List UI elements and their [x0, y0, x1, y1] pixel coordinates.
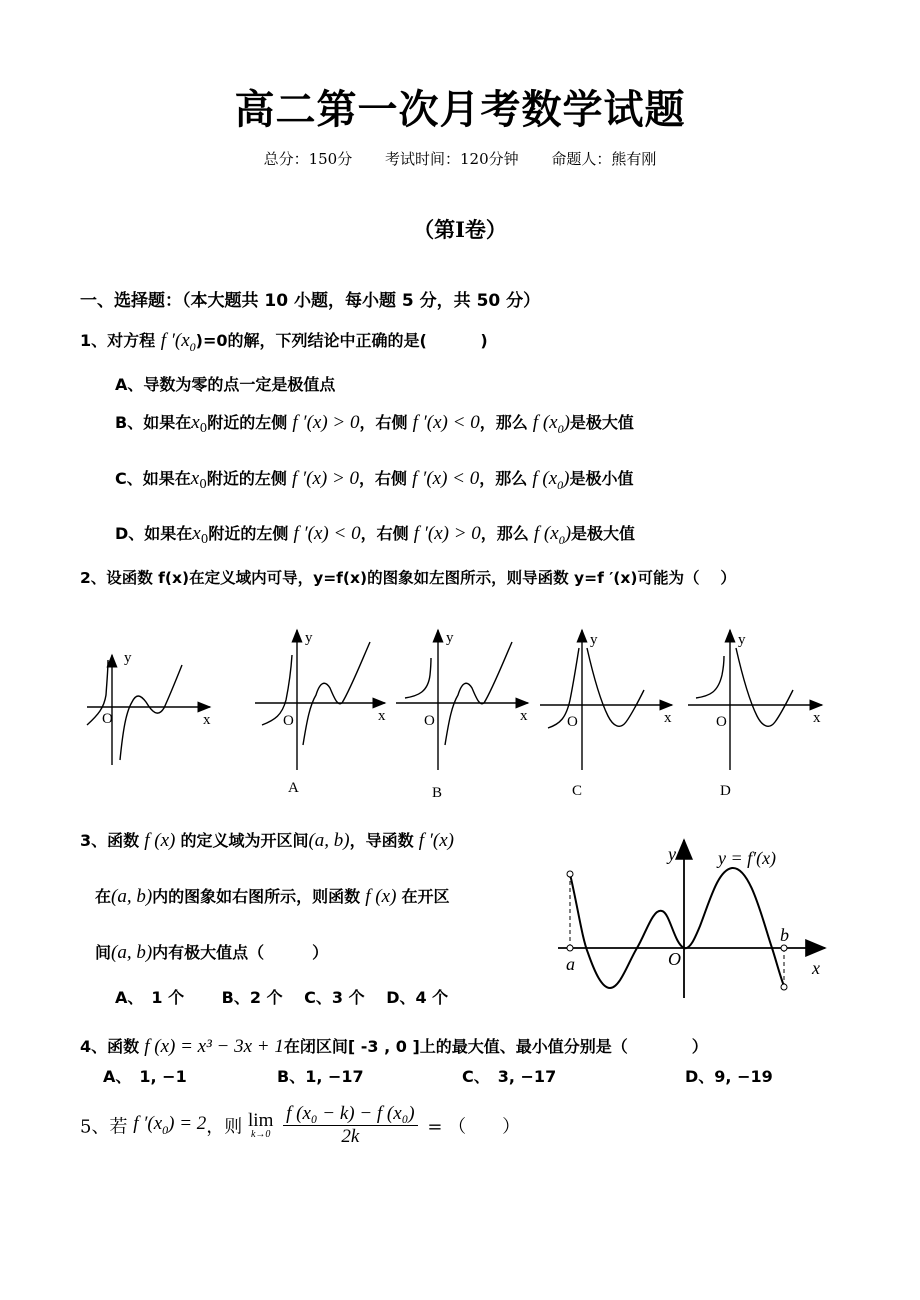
axis-label-x: x — [813, 710, 821, 726]
q1-option-a: A、导数为零的点一定是极值点 — [115, 375, 336, 394]
axis-label-x: x — [664, 710, 672, 726]
q4-option-b: B、1, −17 — [277, 1067, 364, 1086]
limit-fraction: $\frac{\text{f (x₀ − k) − f (x₀)}}{2k}$ — [283, 1103, 418, 1148]
q3-option-a: A、 1 个 — [115, 988, 185, 1007]
question-2-stem: 2、设函数 f(x)在定义域内可导，y=f(x)的图象如左图所示，则导函数 y=f ′(x)可能为（ ） — [80, 569, 736, 587]
axis-label-y: y — [668, 844, 676, 864]
graph-c-label: C — [572, 783, 583, 799]
origin-label: O — [424, 713, 435, 729]
total-score: 总分：150分 — [263, 150, 353, 168]
q3-line-3: 间(a, b)内有极大值点（ ） — [95, 942, 329, 963]
curve-label: y = f′(x) — [718, 848, 777, 868]
q3-option-d: D、4 个 — [386, 988, 449, 1007]
q3-option-c: C、3 个 — [304, 988, 365, 1007]
question-4-stem: 4、函数 f (x) = x³ − 3x + 1在闭区间[ -3 , 0 ]上的最大值、最小值分别是（ ） — [80, 1036, 708, 1057]
exam-info — [0, 148, 920, 169]
limit-operator: lim k→0 — [248, 1110, 274, 1140]
volume-label: （第Ⅰ卷） — [413, 217, 507, 242]
point-b-label: b — [780, 925, 789, 945]
page-title: 高二第一次月考数学试题 — [234, 87, 686, 133]
graph-c — [540, 630, 672, 770]
point-a-label: a — [566, 954, 575, 974]
origin-label: O — [283, 713, 294, 729]
axis-label-y: y — [305, 630, 313, 646]
q4-option-c: C、 3, −17 — [462, 1067, 557, 1086]
q1-math: f $'(x_0$ — [160, 330, 196, 354]
exam-time: 考试时间：120分钟 — [384, 150, 519, 168]
axis-label-y: y — [446, 630, 454, 646]
origin-label: O — [567, 714, 578, 730]
graph-a-label: A — [288, 780, 299, 796]
question-5: 5、若 f $'(x_0) = 2$，则 lim k→0 $\frac{\text{f (x₀ − k) − f (x₀)}}{2k}$ = （ ） — [80, 1103, 521, 1147]
axis-label-x: x — [378, 708, 386, 724]
q3-line-2: 在(a, b)内的图象如右图所示，则函数 f (x) 在开区 — [95, 886, 450, 907]
q2-graphs — [60, 620, 850, 805]
axis-label-y: y — [590, 632, 598, 648]
graph-a — [255, 630, 385, 770]
q3-line-1: 3、函数 f (x) 的定义域为开区间(a, b)，导函数 f ′(x) — [80, 830, 455, 851]
q1-option-d: D、如果在$x_0$附近的左侧 f ′(x) < 0，右侧 f ′(x) > 0，那么 f $(x_0)$是极大值 — [115, 523, 636, 547]
axis-label-x: x — [520, 708, 528, 724]
origin-label: O — [668, 949, 681, 969]
axis-label-x: x — [812, 958, 820, 978]
q3-option-b: B、2 个 — [221, 988, 283, 1007]
q1-option-c: C、如果在$x_0$附近的左侧 f ′(x) > 0，右侧 f ′(x) < 0，那么 f $(x_0)$是极小值 — [115, 468, 634, 492]
q4-option-d: D、9, −19 — [685, 1067, 773, 1086]
graph-b — [396, 630, 528, 770]
q1-stem-pre: 1、对方程 — [80, 331, 156, 350]
q4-option-a: A、 1, −1 — [103, 1067, 187, 1086]
original-graph — [87, 655, 210, 765]
q1-stem-post: )=0的解，下列结论中正确的是( ) — [195, 331, 488, 350]
q1-option-b: B、如果在$x_0$附近的左侧 f ′(x) > 0，右侧 f ′(x) < 0，那么 f $(x_0)$是极大值 — [115, 412, 634, 436]
section-heading: 一、选择题：（本大题共 10 小题，每小题 5 分，共 50 分） — [80, 291, 541, 311]
axis-label-y: y — [738, 632, 746, 648]
graph-b-label: B — [432, 785, 443, 801]
q3-derivative-graph — [550, 838, 840, 1003]
axis-label-x: x — [203, 712, 211, 728]
question-1-stem — [80, 328, 488, 355]
q3-options — [115, 985, 448, 1008]
origin-label: O — [102, 711, 113, 727]
axis-label-y: y — [124, 650, 132, 666]
origin-label: O — [716, 714, 727, 730]
graph-d — [688, 630, 822, 770]
author: 命题人：熊有刚 — [551, 150, 657, 168]
graph-d-label: D — [720, 783, 731, 799]
